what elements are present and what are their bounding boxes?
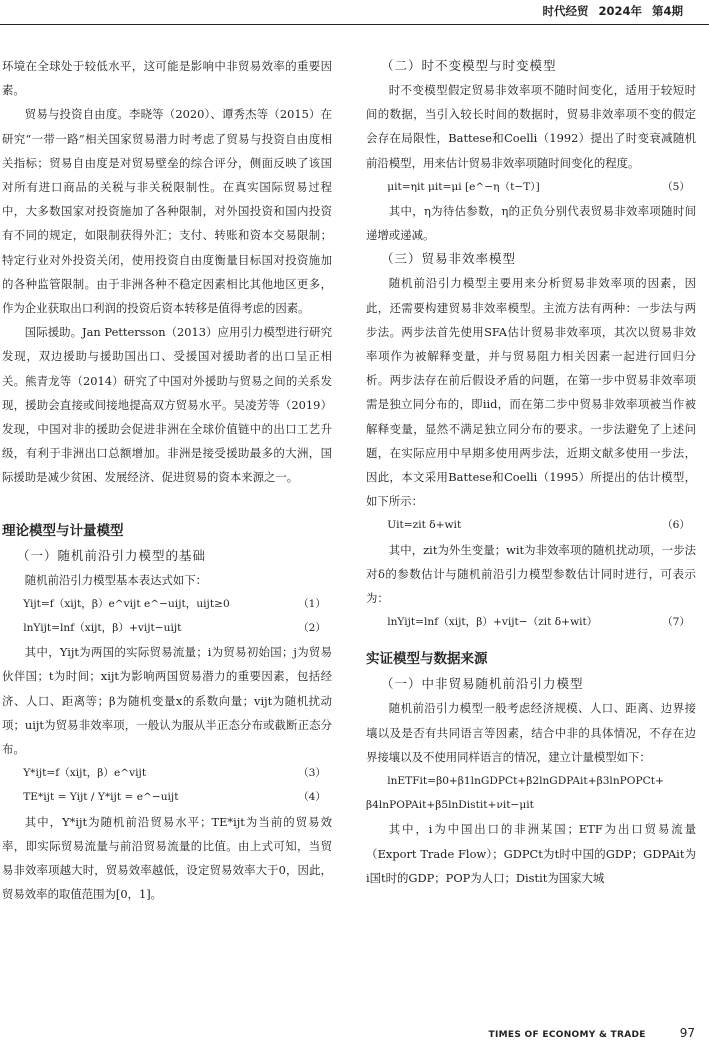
paragraph: 国际援助。Jan Pettersson（2013）应用引力模型进行研究发现，双边援助与援助国出口、受援国对援助者的出口呈正相关。熊青龙等（2014）研究了中国对外援助与贸易之间的关系发现，援助会直接或间接地提高双方贸易水平。吴凌芳等（2019）发现，中国对非的援助会促进非洲在全球价值链中的出口工艺升级，有利于非洲出口总额增加。非洲是接受援助最多的大洲，国际援助是减少贫困、发展经济、促进贸易的资本来源之一。 [2, 325, 332, 485]
section-heading: 实证模型与数据来源 [366, 651, 488, 668]
right-column [366, 54, 696, 890]
equation-number: （4） [298, 791, 326, 804]
subsection-heading: （二）时不变模型与时变模型 [381, 58, 557, 73]
paragraph: 随机前沿引力模型主要用来分析贸易非效率项的因素，因此，还需要构建贸易非效率模型。主流方法有两种：一步法与两步法。两步法首先使用SFA估计贸易非效率项，其次以贸易非效率项作为被解释变量，并与贸易阻力相关因素一起进行回归分析。两步法存在前后假设矛盾的问题，在第一步中贸易非效率项需是独立同分布的，即iid，而在第二步中贸易非效率项被当作被解释变量，显然不满足独立同分布的要求。一步法避免了上述问题，在实际应用中早期多使用两步法，近期文献多使用一步法，因此，本文采用Battese和Coelli（1995）所提出的估计模型，如下所示： [366, 276, 696, 509]
equation-body: lnYijt=lnf（xijt，β）+vijt−uijt [23, 622, 182, 635]
paragraph: 贸易与投资自由度。李晓等（2020）、谭秀杰等（2015）在研究“一带一路”相关国家贸易潜力时考虑了贸易与投资自由度相关指标；贸易自由度是对贸易壁垒的综合评分，侧面反映了该国对所有进口商品的关税与非关税限制性。在真实国际贸易过程中，大多数国家对投资施加了各种限制，对外国投资和国内投资有不同的规定，如限制获得外汇；支付、转账和资本交易限制；特定行业对外投资关闭，使用投资自由度衡量目标国对投资施加的各种监管限制。由于非洲各种不稳定因素相比其他地区更多，作为企业获取出口利润的投资后资本转移是值得考虑的因素。 [2, 107, 332, 316]
equation-number: （1） [298, 597, 326, 610]
paragraph: 其中，i为中国出口的非洲某国；ETF为出口贸易流量（Export Trade Flow）；GDPCt为t时中国的GDP；GDPAit为i国t时的GDP；POP为人口；Distit为国家大城 [366, 822, 696, 885]
paragraph: 随机前沿引力模型基本表达式如下： [24, 572, 208, 587]
equation-number: （5） [662, 180, 690, 193]
equation-1 [2, 592, 332, 616]
equation-body: Yijt=f（xijt，β）e^vijt e^−uijt，uijt≥0 [23, 597, 230, 610]
equation-body: β4lnPOPAit+β5lnDistit+νit−μit [366, 799, 534, 812]
paragraph: 时不变模型假定贸易非效率项不随时间变化，适用于较短时间的数据，当引入较长时间的数据时，贸易非效率项不变的假定会存在局限性，Battese和Coelli（1992）提出了时变衰减随机前沿模型，用来估计贸易非效率项随时间变化的程度。 [366, 83, 696, 170]
paragraph: 其中，zit为外生变量；wit为非效率项的随机扰动项，一步法对δ的参数估计与随机前沿引力模型参数估计同时进行，可表示为： [366, 542, 696, 606]
equation-7 [366, 610, 696, 634]
paragraph: 其中，Yijt为两国的实际贸易流量；i为贸易初始国；j为贸易伙伴国；t为时间；xijt为影响两国贸易潜力的重要因素，包括经济、人口、距离等；β为随机变量x的系数向量；vijt为随机扰动项；uijt为贸易非效率项，一般认为服从半正态分布或截断正态分布。 [2, 645, 332, 757]
equation-body: lnYijt=lnf（xijt，β）+vijt−（zit δ+wit） [387, 616, 598, 629]
paragraph: 随机前沿引力模型一般考虑经济规模、人口、距离、边界接壤以及是否有共同语言等因素，结合中非的具体情况，不存在边界接壤以及不使用同样语言的情况，建立计量模型如下： [366, 701, 696, 764]
equation-number: （7） [662, 616, 690, 629]
running-header [542, 0, 683, 22]
journal-year: 2024年 [598, 4, 642, 18]
footer-magazine: TIMES OF ECONOMY & TRADE [488, 1030, 646, 1040]
equation-5 [366, 175, 696, 199]
paragraph: 其中，η为待估参数，η的正负分别代表贸易非效率项随时间递增或递减。 [366, 204, 696, 243]
left-column [2, 54, 332, 907]
equation-body: Y*ijt=f（xijt，β）e^vijt [23, 767, 147, 780]
subsection-heading: （三）贸易非效率模型 [381, 251, 517, 267]
paragraph: 环境在全球处于较低水平，这可能是影响中非贸易效率的重要因素。 [2, 59, 332, 98]
equation-number: （2） [298, 622, 326, 635]
equation-body: μit=ηit μit=μi [e^−η（t−T）] [387, 180, 540, 193]
equation-8-line-2 [366, 793, 696, 817]
equation-2 [2, 616, 332, 640]
subsection-heading: （一）中非贸易随机前沿引力模型 [381, 676, 584, 692]
equation-number: （6） [662, 519, 690, 532]
journal-issue: 第4期 [651, 4, 683, 18]
header-rule [0, 24, 709, 25]
equation-4 [2, 785, 332, 809]
equation-8-line-1 [366, 769, 696, 793]
subsection-heading: （一）随机前沿引力模型的基础 [17, 547, 207, 563]
equation-body: lnETFit=β0+β1lnGDPCt+β2lnGDPAit+β3lnPOPCt+ [387, 775, 664, 788]
equation-3 [2, 761, 332, 785]
paragraph: 其中，Y*ijt为随机前沿贸易水平；TE*ijt为当前的贸易效率，即实际贸易流量与前沿贸易流量的比值。由上式可知，当贸易非效率项越大时，贸易效率越低，设定贸易效率大于0，因此，贸易效率的取值范围为[0，1]。 [2, 814, 332, 902]
equation-number: （3） [298, 767, 326, 780]
section-heading: 理论模型与计量模型 [2, 522, 124, 539]
page-number: 97 [679, 1026, 695, 1040]
page-footer [489, 1026, 695, 1040]
equation-body: Uit=zit δ+wit [387, 519, 462, 532]
equation-body: TE*ijt = Yijt / Y*ijt = e^−uijt [23, 791, 179, 804]
journal-name: 时代经贸 [542, 4, 589, 18]
equation-6 [366, 513, 696, 537]
